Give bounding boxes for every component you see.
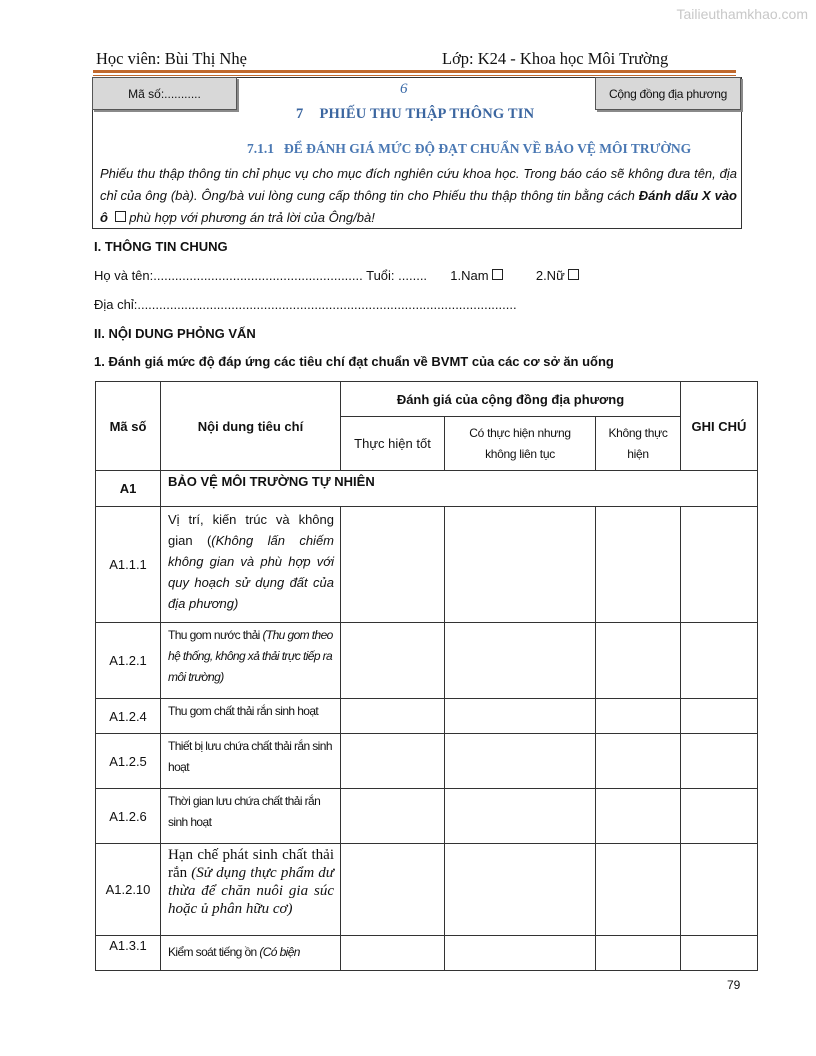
question-1: 1. Đánh giá mức độ đáp ứng các tiêu chí đạt chuẩn về BVMT của các cơ sở ăn uống [94, 354, 614, 369]
col-content-header: Nội dung tiêu chí [161, 382, 341, 471]
row-content-italic: (Có biện [259, 945, 300, 959]
row-content: Vị trí, kiến trúc và không gian ((Không lấn chiếm không gian và phù hợp với quy hoạch sử dụng đất của địa phương) [161, 507, 341, 623]
male-label: 1.Nam [450, 268, 489, 283]
subsection-number: 7.1.1 [247, 141, 274, 156]
col-note-header: GHI CHÚ [681, 382, 758, 471]
row-content: Thiết bị lưu chứa chất thải rắn sinh hoạt [161, 734, 341, 789]
table-row [96, 623, 758, 699]
row-content-text: Hạn chế phát sinh chất thải rắn [168, 847, 334, 881]
cell-partial[interactable] [445, 623, 596, 699]
cell-partial[interactable] [445, 789, 596, 844]
intro-text: Phiếu thu thập thông tin chỉ phục vụ cho mục đích nghiên cứu khoa học. Trong báo cáo sẽ không đưa tên, địa chỉ của ông (bà). Ông/bà vui lòng cung cấp thông tin cho Phiếu thu thập thông tin bằng cách [100, 166, 737, 203]
cell-partial[interactable] [445, 507, 596, 623]
cell-note[interactable] [681, 699, 758, 734]
intro-paragraph [100, 163, 737, 229]
row-content-text: Kiểm soát tiếng ồn [168, 945, 260, 959]
checkbox-icon [115, 211, 126, 222]
cell-note[interactable] [681, 936, 758, 971]
male-checkbox[interactable] [492, 269, 503, 280]
subsection-title: ĐỂ ĐÁNH GIÁ MỨC ĐỘ ĐẠT CHUẨN VỀ BẢO VỆ MÔI TRƯỜNG [284, 141, 692, 156]
table-row [96, 844, 758, 936]
cell-note[interactable] [681, 734, 758, 789]
section-heading [296, 106, 534, 123]
cell-none[interactable] [596, 623, 681, 699]
cell-none[interactable] [596, 789, 681, 844]
col-none-header: Không thực hiện [596, 417, 681, 471]
criteria-table [95, 381, 758, 971]
row-content [161, 936, 341, 971]
section-title: PHIẾU THU THẬP THÔNG TIN [319, 106, 535, 122]
name-line [94, 268, 579, 283]
female-label: 2.Nữ [535, 268, 565, 283]
subsection-heading [247, 141, 691, 157]
header-rule-thin [93, 75, 736, 76]
cell-none[interactable] [596, 844, 681, 936]
row-content-italic: (Không lấn chiếm không gian và phù hợp với quy hoạch sử dụng đất của địa phương) [168, 533, 334, 611]
female-checkbox[interactable] [568, 269, 579, 280]
row-code: A1.2.6 [96, 789, 161, 844]
cell-partial[interactable] [445, 844, 596, 936]
table-row [96, 699, 758, 734]
header-rule [93, 70, 736, 73]
header-student: Học viên: Bùi Thị Nhẹ [96, 49, 247, 68]
interview-heading: II. NỘI DUNG PHỎNG VẤN [94, 326, 256, 341]
code-tab [92, 77, 237, 110]
table-row [96, 789, 758, 844]
row-content-italic: (Sử dụng thực phẩm dư thừa để chăn nuôi gia súc hoặc ủ phân hữu cơ) [168, 865, 334, 917]
row-code: A1.2.5 [96, 734, 161, 789]
col-eval-header: Đánh giá của cộng đồng địa phương [341, 382, 681, 417]
cell-good[interactable] [341, 936, 445, 971]
cell-note[interactable] [681, 623, 758, 699]
header-class: Lớp: K24 - Khoa học Môi Trường [442, 49, 669, 68]
section-number: 7 [296, 106, 304, 122]
col-partial-header: Có thực hiện nhưng không liên tục [445, 417, 596, 471]
row-code: A1.2.4 [96, 699, 161, 734]
cell-partial[interactable] [445, 699, 596, 734]
community-tab [595, 77, 741, 110]
table-row [96, 734, 758, 789]
cell-none[interactable] [596, 699, 681, 734]
intro-bold: Đánh dấu X vào ô [100, 188, 737, 225]
row-content [161, 623, 341, 699]
name-age-field[interactable]: Họ và tên:.......................................................... Tuổi: ........ [94, 268, 428, 283]
row-content-italic: (Thu gom theo hệ thống, không xả thải trực tiếp ra môi trường) [168, 628, 333, 684]
cell-none[interactable] [596, 734, 681, 789]
group-code: A1 [96, 471, 161, 507]
row-code: A1.1.1 [96, 507, 161, 623]
cell-note[interactable] [681, 844, 758, 936]
cell-good[interactable] [341, 623, 445, 699]
col-code-header: Mã số [96, 382, 161, 471]
row-code: A1.2.1 [96, 623, 161, 699]
row-content: Thời gian lưu chứa chất thải rắn sinh hoạt [161, 789, 341, 844]
page-number: 79 [727, 978, 741, 992]
intro-text-end: phù hợp với phương án trả lời của Ông/bà! [125, 210, 375, 225]
cell-good[interactable] [341, 844, 445, 936]
cell-none[interactable] [596, 936, 681, 971]
cell-partial[interactable] [445, 936, 596, 971]
community-tab-label: Cộng đồng địa phương [609, 86, 727, 101]
row-content-text: Thu gom nước thải [168, 628, 263, 642]
cell-note[interactable] [681, 507, 758, 623]
cell-good[interactable] [341, 734, 445, 789]
code-tab-label: Mã số:........... [128, 86, 201, 101]
table-row [96, 507, 758, 623]
col-good-header: Thực hiện tốt [341, 417, 445, 471]
form-page-label: 6 [400, 81, 408, 97]
group-title: BẢO VỆ MÔI TRƯỜNG TỰ NHIÊN [161, 471, 758, 507]
general-heading: I. THÔNG TIN CHUNG [94, 239, 228, 254]
cell-good[interactable] [341, 699, 445, 734]
cell-none[interactable] [596, 507, 681, 623]
row-code: A1.3.1 [96, 936, 161, 971]
table-row [96, 936, 758, 971]
watermark: Tailieuthamkhao.com [676, 6, 808, 22]
cell-good[interactable] [341, 507, 445, 623]
cell-partial[interactable] [445, 734, 596, 789]
cell-good[interactable] [341, 789, 445, 844]
cell-note[interactable] [681, 789, 758, 844]
row-code: A1.2.10 [96, 844, 161, 936]
row-content [161, 844, 341, 936]
address-line[interactable]: Địa chỉ:......................................................................................................... [94, 297, 517, 312]
row-content: Thu gom chất thải rắn sinh hoạt [161, 699, 341, 734]
